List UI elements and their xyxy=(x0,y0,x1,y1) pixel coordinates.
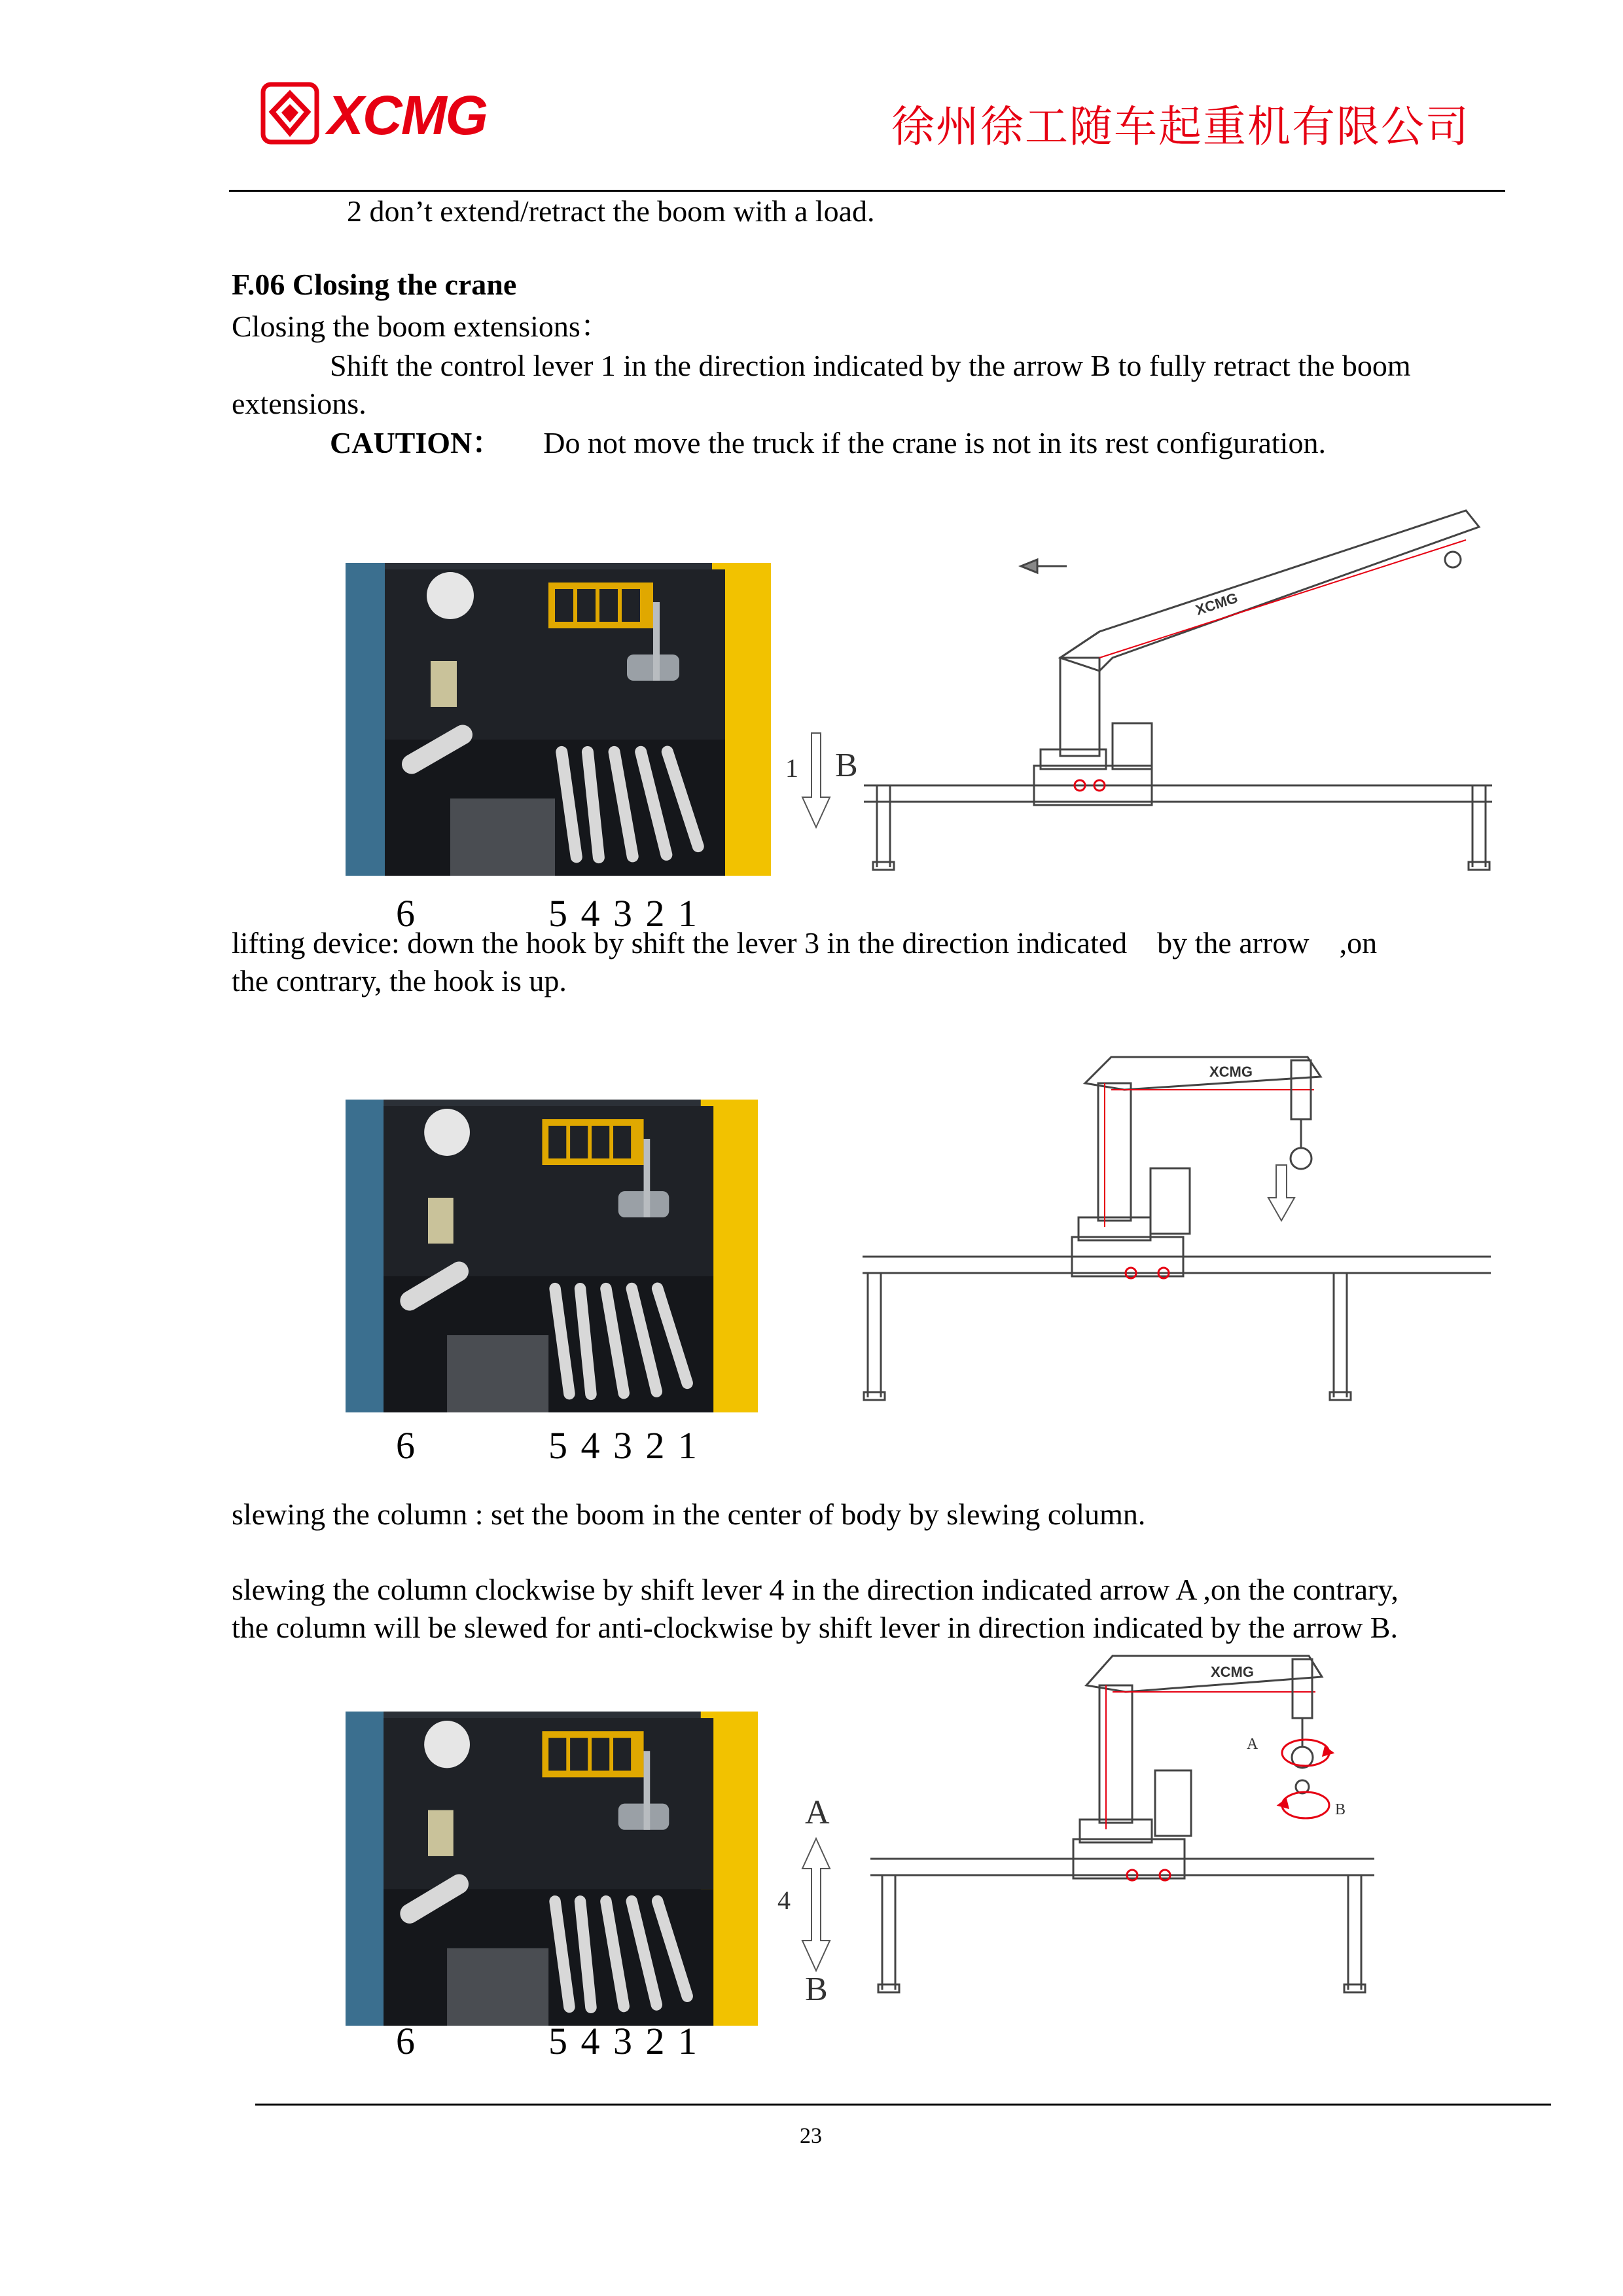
rotate-label-a: A xyxy=(1247,1736,1258,1753)
footer-divider xyxy=(255,2104,1551,2106)
caution-text: Do not move the truck if the crane is not in its rest configuration. xyxy=(543,426,1326,459)
caution-line xyxy=(330,424,1326,462)
lever-labels: 5 4 3 2 1 xyxy=(548,892,697,935)
double-arrow-icon xyxy=(800,1836,832,1973)
crane-side-diagram xyxy=(864,501,1505,880)
arrow-top-letter: A xyxy=(805,1794,830,1831)
control-panel-photo xyxy=(346,1712,758,2026)
arrow-letter: B xyxy=(835,747,858,784)
rotation-icon xyxy=(1270,1733,1342,1831)
slewing-text-1: slewing the column : set the boom in the center of body by slewing column. xyxy=(232,1498,1146,1531)
section-subheading: Closing the boom extensions： xyxy=(232,310,611,343)
lifting-text-1: lifting device: down the hook by shift the lever 3 in the direction indicated by the arrow ,on xyxy=(232,926,1378,960)
boom-brand: XCMG xyxy=(1193,589,1240,619)
crane-side-diagram xyxy=(863,1044,1491,1410)
header-divider xyxy=(229,190,1505,192)
logo-text: XCMG xyxy=(327,84,487,146)
boom-brand: XCMG xyxy=(1209,1064,1253,1080)
control-panel-photo xyxy=(346,563,771,876)
boom-brand: XCMG xyxy=(1211,1664,1254,1680)
slewing-text-2: slewing the column clockwise by shift lever 4 in the direction indicated arrow A ,on the contrary, xyxy=(232,1573,1399,1606)
lifting-text-2: the contrary, the hook is up. xyxy=(232,964,567,997)
lever-label-6: 6 xyxy=(396,2020,415,2062)
lever-labels: 5 4 3 2 1 xyxy=(548,1424,697,1467)
caution-label: CAUTION： xyxy=(330,426,503,459)
lever-label-6: 6 xyxy=(396,892,415,935)
company-name: 徐州徐工随车起重机有限公司 xyxy=(891,101,1470,152)
arrow-bottom-letter: B xyxy=(805,1971,828,2008)
section-para1: Shift the control lever 1 in the direction indicated by the arrow B to fully retract the boom xyxy=(330,349,1411,382)
arrow-number: 1 xyxy=(785,753,798,783)
crane-side-diagram xyxy=(864,1636,1492,2003)
arrow-number: 4 xyxy=(777,1886,791,1915)
arrow-down-icon xyxy=(800,732,832,830)
rotate-label-b: B xyxy=(1335,1801,1346,1818)
control-panel-photo xyxy=(346,1100,758,1412)
intro-line: 2 don’t extend/retract the boom with a load. xyxy=(347,194,875,228)
section-heading: F.06 Closing the crane xyxy=(232,268,517,301)
section-para1-cont: extensions. xyxy=(232,387,366,420)
lever-label-6: 6 xyxy=(396,1424,415,1467)
header xyxy=(0,0,1623,196)
slewing-text-3: the column will be slewed for anti-clockwise by shift lever in direction indicated by the arrow B. xyxy=(232,1611,1398,1644)
page-number: 23 xyxy=(800,2124,822,2148)
xcmg-logo-icon xyxy=(260,82,319,145)
lever-labels: 5 4 3 2 1 xyxy=(548,2020,697,2062)
